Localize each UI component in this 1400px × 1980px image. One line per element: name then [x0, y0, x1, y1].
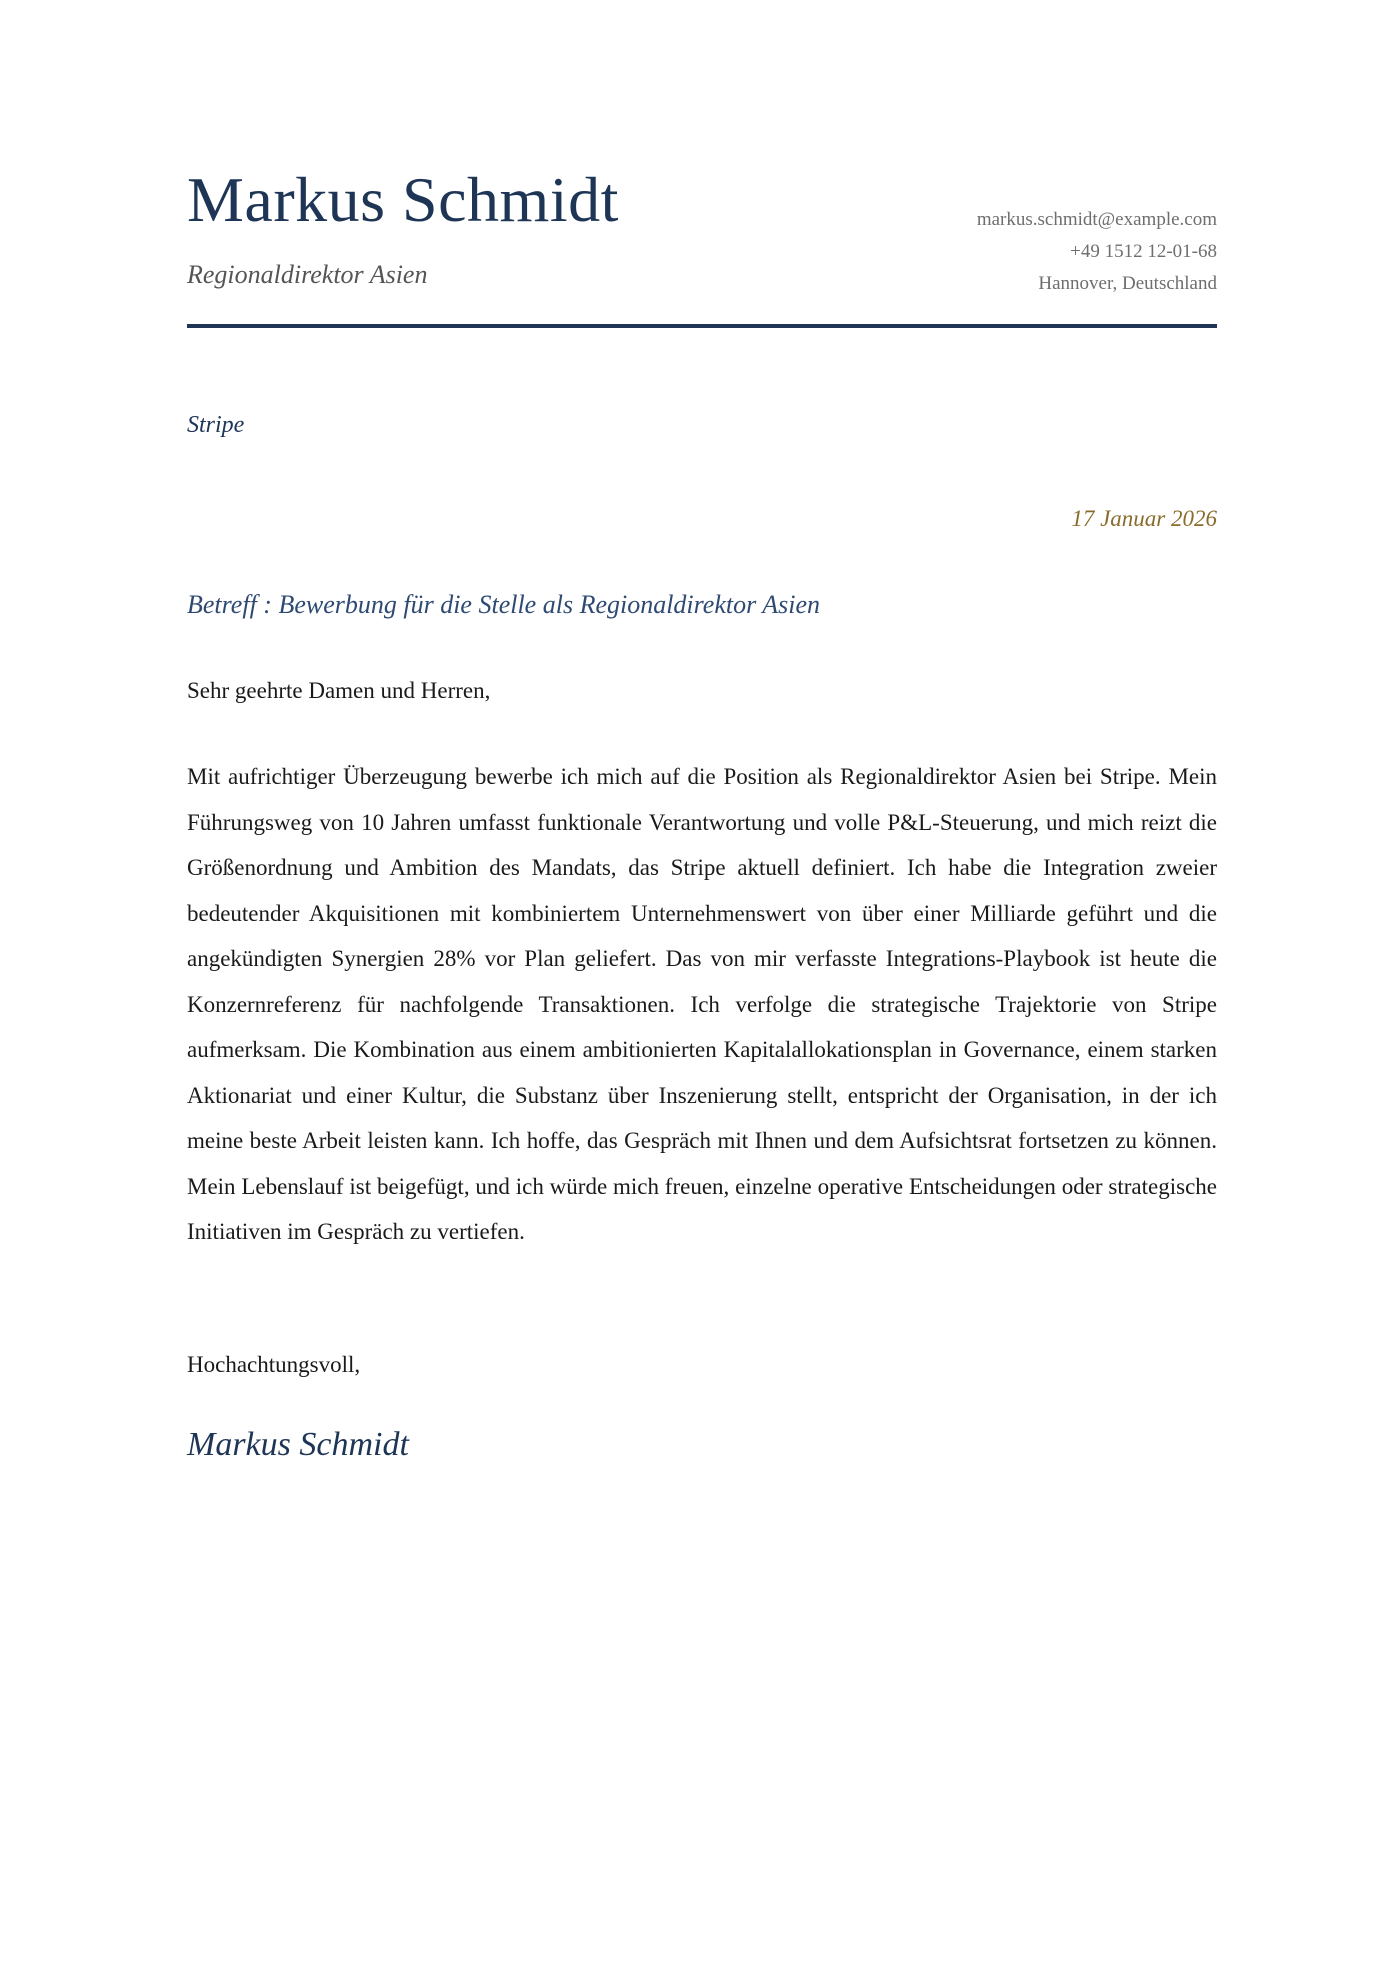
contact-location: Hannover, Deutschland — [1038, 273, 1217, 294]
applicant-name: Markus Schmidt — [187, 164, 619, 235]
contact-phone[interactable]: +49 1512 12-01-68 — [1070, 241, 1217, 262]
contact-block — [977, 204, 1217, 300]
contact-email[interactable]: markus.schmidt@example.com — [976, 209, 1217, 230]
letter-subject: Betreff : Bewerbung für die Stelle als Regionaldirektor Asien — [187, 590, 821, 619]
applicant-role: Regionaldirektor Asien — [187, 260, 428, 289]
letter-header — [187, 160, 1217, 328]
closing: Hochachtungsvoll, — [187, 1352, 361, 1377]
signature: Markus Schmidt — [187, 1426, 409, 1463]
letter-body: Mit aufrichtiger Überzeugung bewerbe ich mich auf die Position als Regionaldirektor Asien bei Stripe. Mein Führungsweg von 10 Jahren umfasst funktionale Verantwortung und volle P&L-Steuerung, und mich reizt die Größenordnung und Ambition des Mandats, das Stripe aktuell definiert. Ich habe die Integration zweier bedeutender Akquisitionen mit kombiniertem Unternehmenswert von über einer Milliarde geführt und die angekündigten Synergien 28% vor Plan geliefert. Das von mir verfasste Integrations-Playbook ist heute die Konzernreferenz für nachfolgende Transaktionen. Ich verfolge die strategische Trajektorie von Stripe aufmerksam. Die Kombination aus einem ambitionierten Kapitalallokationsplan in Governance, einem starken Aktionariat und einer Kultur, die Substanz über Inszenierung stellt, entspricht der Organisation, in der ich meine beste Arbeit leisten kann. Ich hoffe, das Gespräch mit Ihnen und dem Aufsichtsrat fortsetzen zu können. Mein Lebenslauf ist beigefügt, und ich würde mich freuen, einzelne operative Entscheidungen oder strategische Initiativen im Gespräch zu vertiefen. — [187, 764, 1217, 1244]
recipient-company: Stripe — [187, 412, 245, 438]
salutation: Sehr geehrte Damen und Herren, — [187, 678, 491, 703]
cover-letter-page — [187, 160, 1217, 1463]
letter-date: 17 Januar 2026 — [1071, 506, 1217, 531]
